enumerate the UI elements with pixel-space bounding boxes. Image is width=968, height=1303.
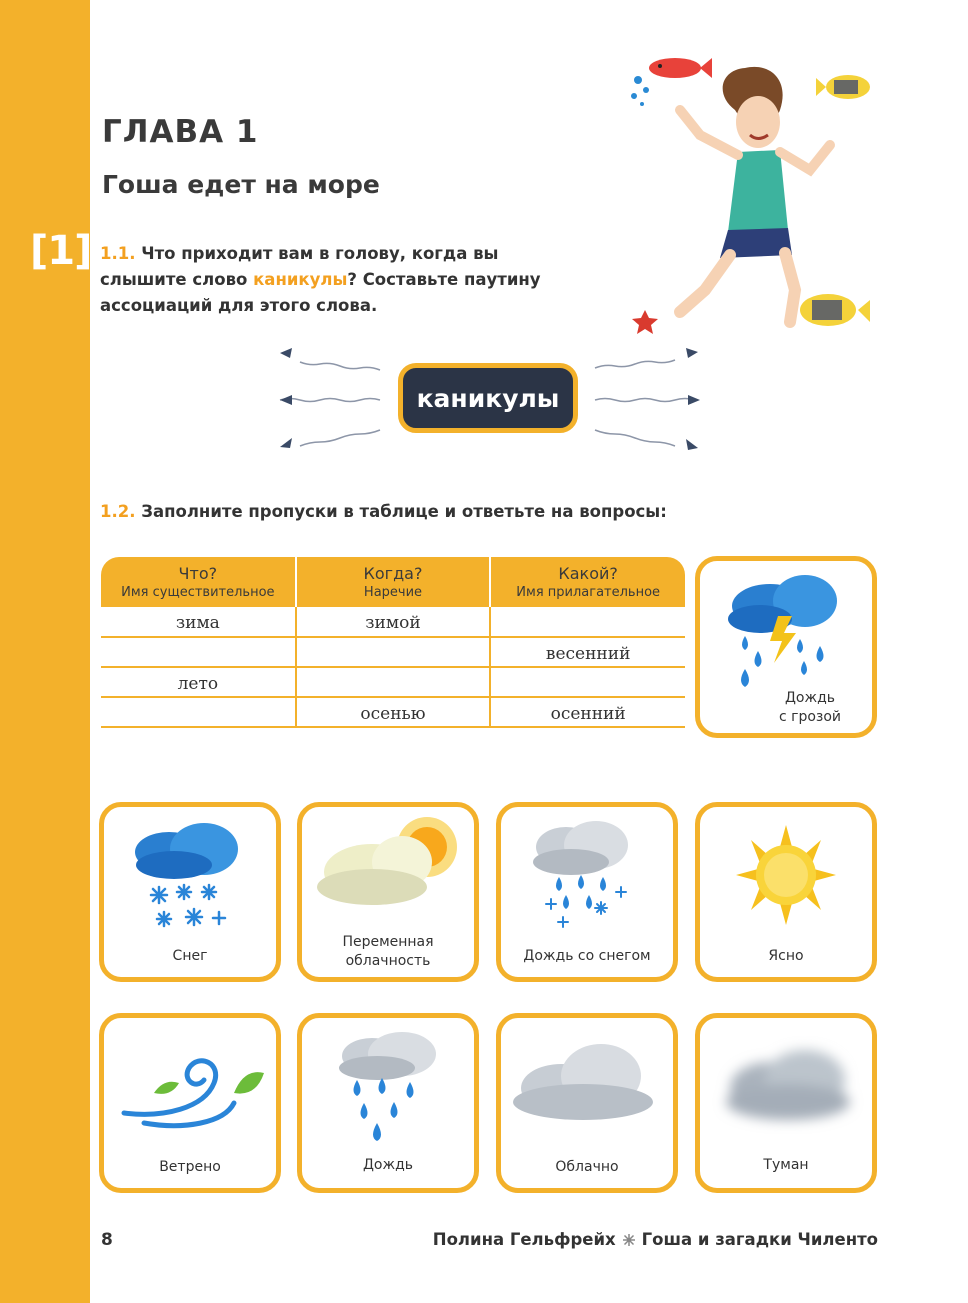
yellow-fish-icon — [816, 75, 870, 99]
yellow-fish-icon — [800, 294, 870, 326]
task-highlight-word: каникулы — [253, 270, 348, 289]
weather-card-windy — [99, 1013, 281, 1193]
chapter-title: ГЛАВА 1 — [102, 114, 259, 150]
task-text-before: Что приходит вам в голову, когда вы слышите слово — [100, 244, 499, 289]
table-row — [101, 697, 685, 727]
weather-card-partly-cloudy — [297, 802, 479, 982]
table-cell[interactable] — [490, 607, 685, 637]
card-label: Снег — [172, 948, 208, 964]
task-1-1 — [100, 241, 580, 319]
card-label: Туман — [763, 1157, 809, 1173]
table-header: Что? Имя существительное — [101, 557, 296, 607]
author-name: Полина Гельфрейх — [432, 1230, 616, 1249]
weather-card-clear — [695, 802, 877, 982]
red-fish-icon — [631, 58, 712, 106]
chapter-badge: [1] — [30, 228, 92, 274]
running-footer — [433, 1230, 878, 1249]
card-label: с грозой — [778, 709, 842, 725]
table-row — [101, 637, 685, 667]
word-forms-table — [101, 557, 685, 728]
card-label: Облачно — [555, 1159, 619, 1175]
task-text: Заполните пропуски в таблице и ответьте на вопросы: — [141, 502, 667, 521]
table-cell[interactable] — [490, 667, 685, 697]
table-cell[interactable] — [101, 697, 296, 727]
card-label: Ясно — [768, 948, 804, 964]
chapter-subtitle: Гоша едет на море — [102, 170, 380, 199]
table-cell[interactable]: лето — [101, 667, 296, 697]
card-label: облачность — [345, 953, 431, 969]
table-cell[interactable] — [101, 637, 296, 667]
book-title: Гоша и загадки Чиленто — [641, 1230, 878, 1249]
flower-separator-icon — [622, 1233, 636, 1247]
weather-card-sleet — [496, 802, 678, 982]
weather-card-cloudy — [496, 1013, 678, 1193]
side-bar — [0, 0, 90, 1303]
weather-card-fog — [695, 1013, 877, 1193]
boy-figure — [680, 67, 830, 322]
boy-illustration — [620, 40, 900, 340]
card-label: Дождь — [784, 690, 836, 706]
table-cell[interactable]: осенний — [490, 697, 685, 727]
table-cell[interactable] — [296, 637, 491, 667]
card-label: Ветрено — [159, 1159, 221, 1175]
card-label: Дождь со снегом — [523, 948, 651, 964]
table-row — [101, 607, 685, 637]
table-row — [101, 667, 685, 697]
task-1-2 — [100, 499, 700, 525]
weather-card-rain — [297, 1013, 479, 1193]
table-header: Когда? Наречие — [296, 557, 491, 607]
starfish-icon — [632, 310, 658, 334]
task-text-after: ? Составьте паутину ассоциаций для этого слова. — [100, 270, 541, 315]
table-header: Какой? Имя прилагательное — [490, 557, 685, 607]
table-cell[interactable] — [296, 667, 491, 697]
task-number: 1.1. — [100, 244, 136, 263]
center-word-box: каникулы — [398, 363, 578, 433]
task-number: 1.2. — [100, 502, 136, 521]
table-cell[interactable]: зима — [101, 607, 296, 637]
page-number: 8 — [101, 1230, 113, 1250]
table-cell[interactable]: весенний — [490, 637, 685, 667]
card-label: Переменная — [342, 934, 434, 950]
weather-card-thunderstorm — [695, 556, 877, 738]
card-label: Дождь — [362, 1157, 414, 1173]
weather-card-snow — [99, 802, 281, 982]
table-cell[interactable]: зимой — [296, 607, 491, 637]
table-cell[interactable]: осенью — [296, 697, 491, 727]
